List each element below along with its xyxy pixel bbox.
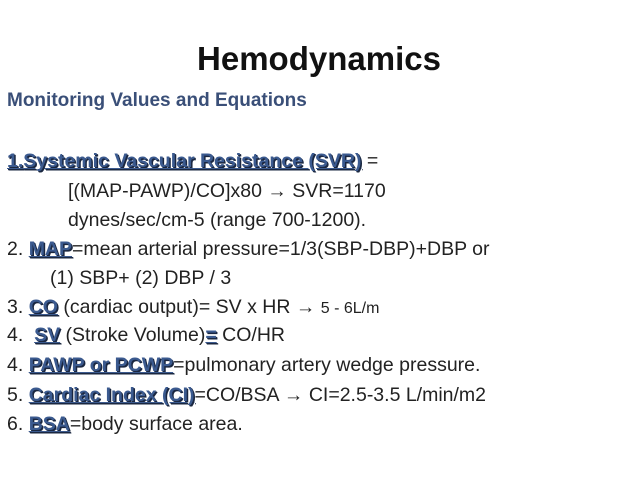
slide-subtitle: Monitoring Values and Equations bbox=[7, 90, 307, 111]
item-bsa-line bbox=[7, 413, 243, 436]
item-svr-after: = bbox=[361, 150, 379, 172]
item-co-line bbox=[7, 296, 379, 319]
item-sv-equals: = bbox=[205, 324, 217, 346]
item-map-number: 2. bbox=[7, 238, 29, 260]
item-ci-line bbox=[7, 384, 486, 407]
item-pawp-after: =pulmonary artery wedge pressure. bbox=[173, 354, 481, 376]
item-sv-line bbox=[7, 324, 285, 347]
item-map-after: =mean arterial pressure=1/3(SBP-DBP)+DBP or bbox=[72, 238, 490, 260]
slide-title: Hemodynamics bbox=[197, 40, 441, 77]
item-svr-number: 1. bbox=[7, 150, 24, 172]
item-svr-term: Systemic Vascular Resistance (SVR) bbox=[23, 150, 362, 172]
item-pawp-line bbox=[7, 354, 480, 377]
item-sv-number: 4. bbox=[7, 324, 35, 346]
item-ci-number: 5. bbox=[7, 384, 29, 406]
item-map-line2: (1) SBP+ (2) DBP / 3 bbox=[50, 267, 232, 289]
item-sv-after2: CO/HR bbox=[216, 324, 285, 346]
item-ci-after: =CO/BSA → CI=2.5-3.5 L/min/m2 bbox=[194, 384, 487, 406]
item-co-number: 3. bbox=[7, 296, 29, 318]
item-co-after: (cardiac output)= SV x HR → bbox=[57, 296, 321, 318]
item-bsa-number: 6. bbox=[7, 413, 29, 435]
item-ci-term: Cardiac Index (CI) bbox=[28, 384, 195, 406]
item-pawp-number: 4. bbox=[7, 354, 29, 376]
item-svr-line3: dynes/sec/cm-5 (range 700-1200). bbox=[68, 209, 367, 231]
item-pawp-term: PAWP or PCWP bbox=[28, 354, 174, 376]
item-svr-line1 bbox=[7, 150, 378, 173]
item-sv-after: (Stroke Volume) bbox=[60, 324, 206, 346]
item-svr-line2: [(MAP-PAWP)/CO]x80 → SVR=1170 bbox=[68, 180, 386, 202]
item-bsa-term: BSA bbox=[28, 413, 70, 435]
item-co-term: CO bbox=[28, 296, 58, 318]
item-map-term: MAP bbox=[28, 238, 73, 260]
item-sv-term: SV bbox=[34, 324, 61, 346]
item-map-line1 bbox=[7, 238, 489, 261]
item-bsa-after: =body surface area. bbox=[69, 413, 243, 435]
item-co-range: 5 - 6L/m bbox=[320, 300, 380, 317]
